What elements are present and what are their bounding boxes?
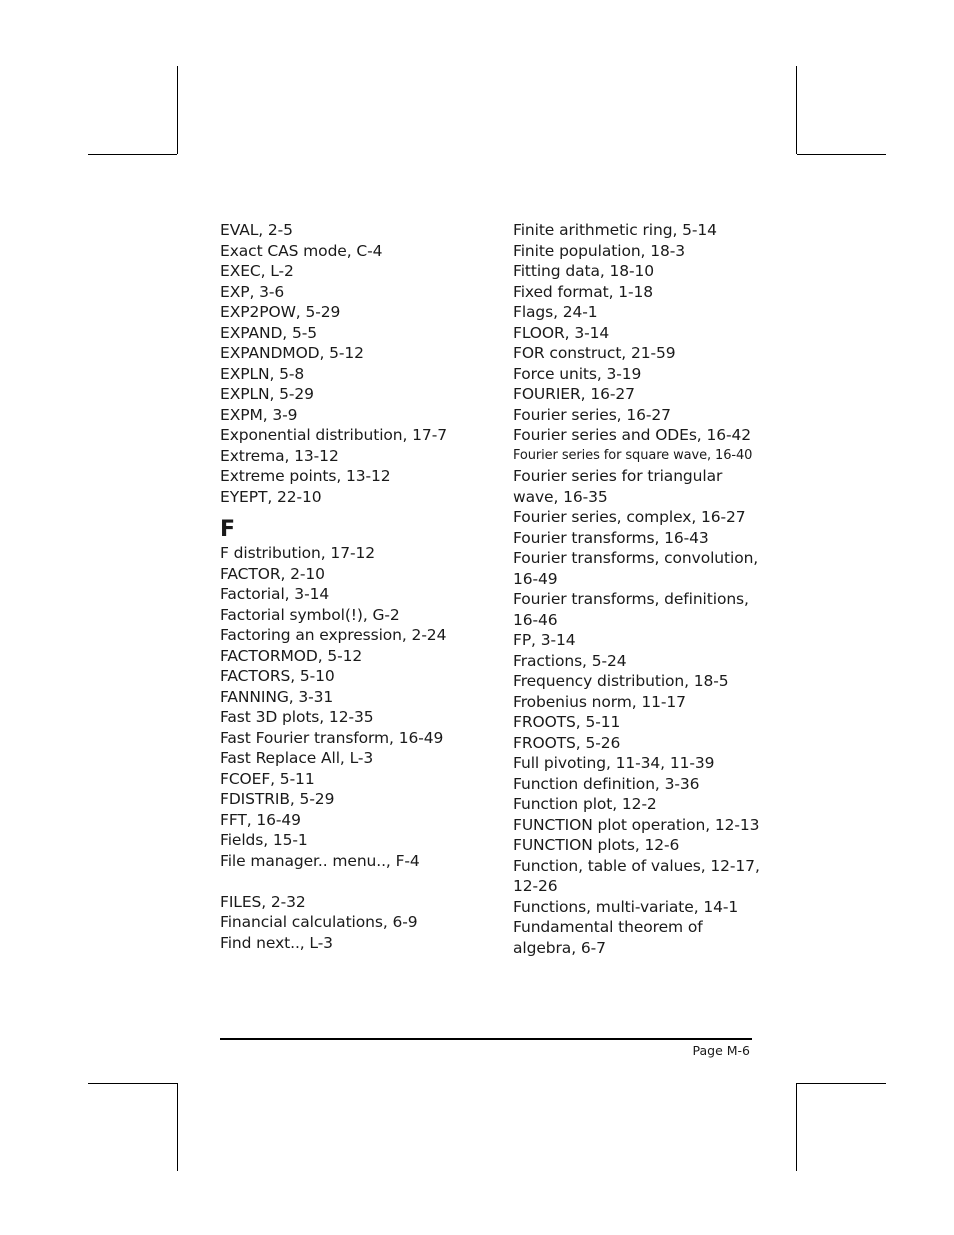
index-entry: Frequency distribution, 18-5 [513,672,729,690]
footer-rule [220,1038,752,1040]
index-entry: Fourier transforms, definitions, 16-46 [513,590,749,629]
index-column-right [513,220,763,958]
index-column-left [220,220,500,953]
section-heading: F [220,517,235,542]
page-number: Page M-6 [692,1043,750,1058]
index-entry: Extrema, 13-12 [220,446,339,465]
index-entry: FOR construct, 21-59 [513,344,676,362]
index-entry: Find next.., L-3 [220,933,333,952]
crop-mark-top-left-vertical [177,66,178,154]
index-entry: Fourier series and ODEs, 16-42 [513,426,751,444]
index-entry: FOURIER, 16-27 [513,385,635,403]
index-entry: FACTORS, 5-10 [220,667,335,685]
index-entry: Fields, 15-1 [220,831,308,849]
index-entry: Fourier series for triangular wave, 16-35 [513,467,723,506]
crop-mark-bottom-right-horizontal [797,1083,886,1084]
index-entry: Fourier transforms, convolution, 16-49 [513,549,759,588]
index-entry: Exact CAS mode, C-4 [220,241,383,260]
index-entry: F distribution, 17-12 [220,544,375,562]
index-entry: FCOEF, 5-11 [220,769,315,788]
index-entry: EXPM, 3-9 [220,405,298,424]
index-entry: FP, 3-14 [513,631,576,649]
index-entry: Fourier transforms, 16-43 [513,528,709,547]
index-entry: Finite arithmetic ring, 5-14 [513,221,717,239]
index-entry: Force units, 3-19 [513,364,642,383]
index-entry: Function, table of values, 12-17, 12-26 [513,856,760,895]
index-entry: FUNCTION plot operation, 12-13 [513,815,760,834]
index-entry: Flags, 24-1 [513,303,598,321]
index-entry: Fractions, 5-24 [513,651,627,670]
index-entry: Fast Replace All, L-3 [220,749,374,767]
index-entry: FROOTS, 5-11 [513,713,621,731]
index-entry: Factoring an expression, 2-24 [220,626,447,644]
index-entry: Fourier series for square wave, 16-40 [513,447,753,463]
index-entry: FACTOR, 2-10 [220,564,325,583]
index-entries-group-f-continued [220,892,500,954]
crop-mark-bottom-right-vertical [796,1083,797,1171]
index-entry: Fast Fourier transform, 16-49 [220,728,444,747]
index-entry: EYEPT, 22-10 [220,487,322,506]
index-entry: File manager.. menu.., F-4 [220,851,420,870]
index-entry: Frobenius norm, 11-17 [513,692,686,711]
crop-mark-top-right-horizontal [797,154,886,155]
index-entry: Factorial, 3-14 [220,585,330,603]
index-entry: Fitting data, 18-10 [513,262,655,280]
index-entry: EXEC, L-2 [220,262,294,280]
index-entry: FLOOR, 3-14 [513,323,610,342]
index-entry: Fourier series, 16-27 [513,405,671,424]
crop-mark-top-left-horizontal [88,154,177,155]
index-entry: FROOTS, 5-26 [513,733,621,752]
index-entry: FANNING, 3-31 [220,687,334,706]
index-entry: FILES, 2-32 [220,892,306,911]
index-entry: EXPANDMOD, 5-12 [220,344,364,362]
index-entry: FACTORMOD, 5-12 [220,646,363,665]
index-entry: EXP2POW, 5-29 [220,303,341,321]
index-entry: Finite population, 18-3 [513,241,685,260]
index-entry: Full pivoting, 11-34, 11-39 [513,754,715,772]
index-entry: Function definition, 3-36 [513,774,700,793]
index-entry: Fixed format, 1-18 [513,282,654,301]
entry-gap [220,871,500,892]
index-entry: Exponential distribution, 17-7 [220,426,447,444]
index-entry: FUNCTION plots, 12-6 [513,836,680,854]
index-entries-group-e [220,220,500,507]
crop-mark-bottom-left-vertical [177,1083,178,1171]
index-entry: FDISTRIB, 5-29 [220,790,335,808]
crop-mark-top-right-vertical [796,66,797,154]
index-entry: Fast 3D plots, 12-35 [220,708,374,726]
index-entry: Extreme points, 13-12 [220,467,391,485]
index-entry: EVAL, 2-5 [220,221,293,239]
index-entry: Functions, multi-variate, 14-1 [513,897,739,916]
index-entries-group-f [220,543,500,871]
index-entry: EXPLN, 5-29 [220,385,314,403]
index-entry: Fourier series, complex, 16-27 [513,508,746,526]
index-entry: Fundamental theorem of algebra, 6-7 [513,918,703,957]
index-entry: Function plot, 12-2 [513,795,657,813]
index-entry: EXPAND, 5-5 [220,323,317,342]
index-entry: Factorial symbol(!), G-2 [220,605,400,624]
crop-mark-bottom-left-horizontal [88,1083,177,1084]
index-entry: EXP, 3-6 [220,282,285,301]
index-entry: Financial calculations, 6-9 [220,913,418,931]
index-entry: FFT, 16-49 [220,810,301,829]
index-entry: EXPLN, 5-8 [220,364,305,383]
